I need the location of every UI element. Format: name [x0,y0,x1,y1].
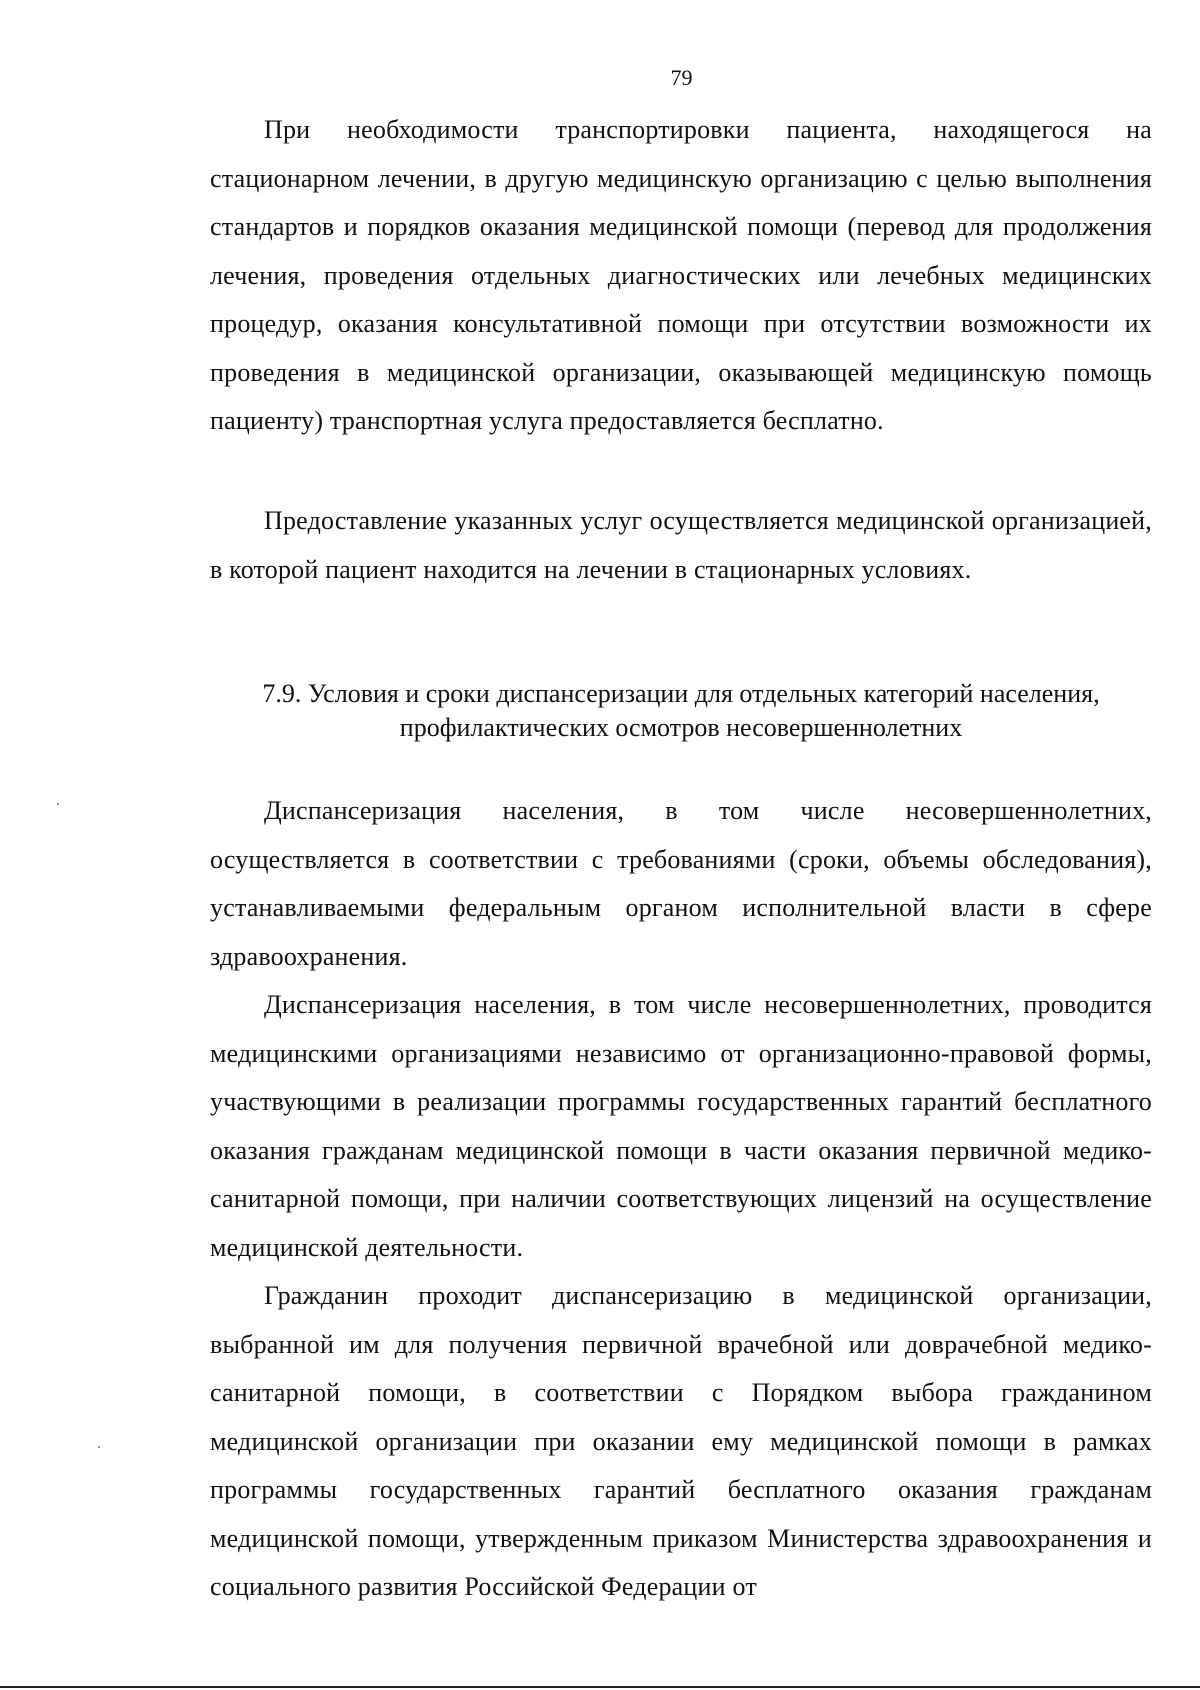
scan-speck [98,1446,100,1448]
section-heading [210,677,1152,745]
body-text-top [210,106,1152,446]
paragraph-services-provider: Предоставление указанных услуг осуществляется медицинской организацией, в которой пациент находится на лечении в стационарных условиях. [210,506,1152,584]
paragraph-citizen-choice: Гражданин проходит диспансеризацию в медицинской организации, выбранной им для получения первичной врачебной или доврачебной медико-санитарной помощи, в соответствии с Порядком выбора гражданином медицинской организации при оказании ему медицинской помощи в рамках программы государственных гарантий бесплатного оказания гражданам медицинской помощи, утвержденным приказом Министерства здравоохранения и социального развития Российской Федерации от [210,1281,1152,1601]
paragraph-transport: При необходимости транспортировки пациента, находящегося на стационарном лечении, в другую медицинскую организацию с целью выполнения стандартов и порядков оказания медицинской помощи (перевод для продолжения лечения, проведения отдельных диагностических или лечебных медицинских процедур, оказания консультативной помощи при отсутствии возможности их проведения в медицинской организации, оказывающей медицинскую помощь пациенту) транспортная услуга предоставляется бесплатно. [210,115,1152,435]
paragraph-organizations: Диспансеризация населения, в том числе несовершеннолетних, проводится медицинскими организациями независимо от организационно-правовой формы, участвующими в реализации программы государственных гарантий бесплатного оказания гражданам медицинской помощи в части оказания первичной медико-санитарной помощи, при наличии соответствующих лицензий на осуществление медицинской деятельности. [210,990,1152,1262]
body-text-services [210,497,1152,594]
body-text-bottom [210,787,1152,1612]
paragraph-requirements: Диспансеризация населения, в том числе несовершеннолетних, осуществляется в соответствии с требованиями (сроки, объемы обследования), устанавливаемыми федеральным органом исполнительной власти в сфере здравоохранения. [210,796,1152,971]
page-number: 79 [670,65,693,90]
bottom-edge-line [0,1686,1200,1688]
section-heading-line-1: 7.9. Условия и сроки диспансеризации для отдельных категорий населения, [262,679,1100,708]
scan-speck [57,803,59,805]
section-heading-line-2: профилактических осмотров несовершеннолетних [399,713,963,742]
